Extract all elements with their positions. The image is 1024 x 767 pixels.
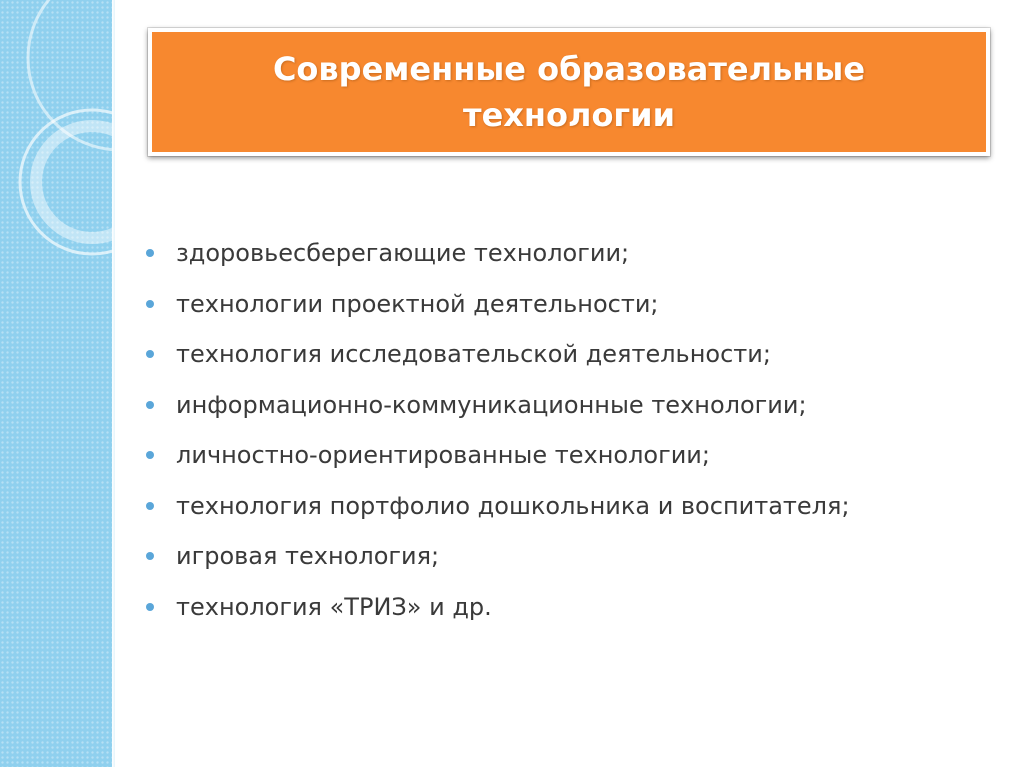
- strip-edge-divider: [112, 0, 115, 767]
- list-item-label: технология исследовательской деятельности;: [176, 340, 771, 369]
- list-item: [146, 279, 986, 330]
- list-item: [146, 430, 986, 481]
- bullet-dot-icon: [146, 552, 154, 560]
- bullet-dot-icon: [146, 249, 154, 257]
- list-item: [146, 481, 986, 532]
- side-decoration-strip: [0, 0, 112, 767]
- title-line-2: технологии: [463, 96, 675, 134]
- list-item-label: игровая технология;: [176, 542, 440, 571]
- list-item-label: технология портфолио дошкольника и воспитателя;: [176, 491, 850, 520]
- list-item-label: личностно-ориентированные технологии;: [176, 441, 710, 470]
- list-item: [146, 329, 986, 380]
- bullet-dot-icon: [146, 350, 154, 358]
- ring-decoration-icon: [0, 0, 112, 767]
- bullet-dot-icon: [146, 502, 154, 510]
- bullet-dot-icon: [146, 401, 154, 409]
- bullet-dot-icon: [146, 603, 154, 611]
- list-item: [146, 380, 986, 431]
- list-item: [146, 582, 986, 633]
- list-item-label: технология «ТРИЗ» и др.: [176, 592, 492, 621]
- list-item-label: информационно-коммуникационные технологии;: [176, 390, 807, 419]
- bullet-dot-icon: [146, 451, 154, 459]
- technology-list: [146, 228, 986, 632]
- title-line-1: Современные образовательные: [272, 50, 866, 88]
- list-item-label: здоровьесберегающие технологии;: [176, 239, 630, 268]
- bullet-dot-icon: [146, 300, 154, 308]
- list-item: [146, 531, 986, 582]
- list-item: [146, 228, 986, 279]
- title-banner: [148, 28, 990, 156]
- slide-title: [249, 46, 889, 138]
- list-item-label: технологии проектной деятельности;: [176, 289, 659, 318]
